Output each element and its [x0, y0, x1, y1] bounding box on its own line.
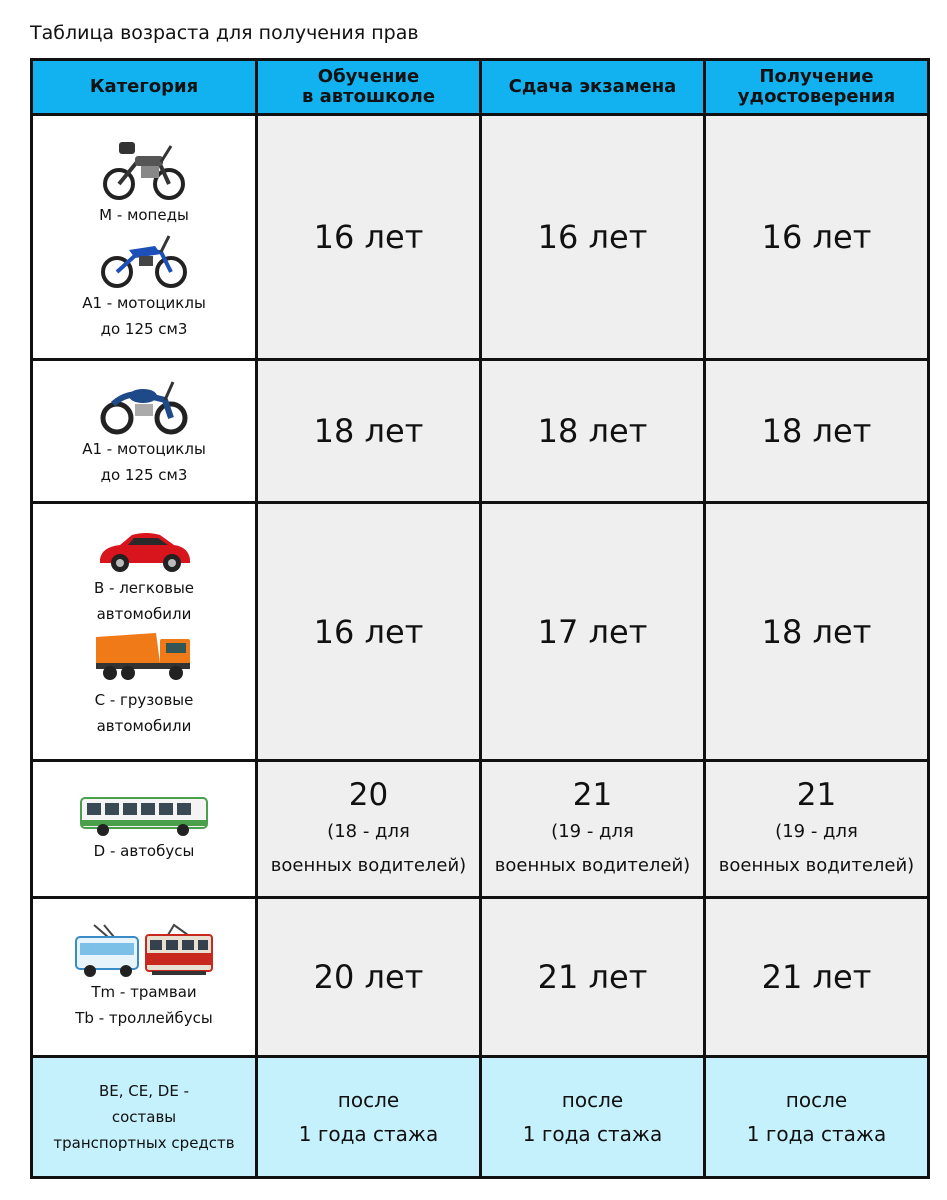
- category-label: до 125 см3: [100, 320, 188, 338]
- car-icon: [94, 525, 194, 575]
- truck-icon: [92, 627, 196, 687]
- motorcycle-icon: [99, 374, 189, 436]
- exam-age: после 1 года стажа: [481, 1057, 705, 1178]
- category-label: С - грузовые: [94, 690, 194, 709]
- training-age: 16 лет: [257, 115, 481, 360]
- license-age: после 1 года стажа: [705, 1057, 929, 1178]
- category-label: автомобили: [96, 604, 192, 623]
- category-label: А1 - мотоциклы: [82, 440, 206, 458]
- category-label: Tb - троллейбусы: [75, 1009, 213, 1027]
- category-label: М - мопеды: [99, 206, 189, 224]
- category-label: В - легковые: [93, 578, 195, 597]
- table-row: [32, 360, 929, 503]
- page-title: Таблица возраста для получения прав: [30, 22, 419, 44]
- header-exam: Сдача экзамена: [481, 60, 705, 115]
- license-age: 16 лет: [705, 115, 929, 360]
- training-age: 20 лет: [257, 898, 481, 1057]
- table-row: [32, 898, 929, 1057]
- training-age: 18 лет: [257, 360, 481, 503]
- header-training: Обучение в автошколе: [257, 60, 481, 115]
- category-label: D - автобусы: [93, 842, 195, 860]
- exam-age: 21 (19 - для военных водителей): [481, 761, 705, 898]
- table-header-row: [32, 60, 929, 115]
- age-table: [30, 58, 930, 1179]
- license-age: 21 (19 - для военных водителей): [705, 761, 929, 898]
- category-cell: [32, 1057, 257, 1178]
- bus-icon: [79, 794, 209, 838]
- exam-age: 17 лет: [481, 503, 705, 761]
- training-age: после 1 года стажа: [257, 1057, 481, 1178]
- exam-age: 18 лет: [481, 360, 705, 503]
- training-age: 16 лет: [257, 503, 481, 761]
- dirt-bike-icon: [99, 228, 189, 290]
- category-label: транспортных средств: [53, 1134, 235, 1152]
- exam-age: 16 лет: [481, 115, 705, 360]
- category-cell: [32, 503, 257, 761]
- license-age: 18 лет: [705, 503, 929, 761]
- table-row: [32, 503, 929, 761]
- category-label: BE, CE, DE -: [99, 1082, 189, 1100]
- table-row: [32, 761, 929, 898]
- license-age: 18 лет: [705, 360, 929, 503]
- moped-icon: [99, 132, 189, 202]
- category-cell: [32, 898, 257, 1057]
- license-age: 21 лет: [705, 898, 929, 1057]
- category-cell: [32, 115, 257, 360]
- table-row: [32, 1057, 929, 1178]
- category-label: составы: [111, 1108, 177, 1126]
- category-label: А1 - мотоциклы: [82, 294, 206, 312]
- category-label: Tm - трамваи: [91, 983, 197, 1001]
- tram-icon: [144, 923, 214, 979]
- training-age: 20 (18 - для военных водителей): [257, 761, 481, 898]
- header-category: Категория: [32, 60, 257, 115]
- category-label: автомобили: [96, 716, 192, 735]
- category-label: до 125 см3: [100, 466, 188, 484]
- table-row: [32, 115, 929, 360]
- category-cell: [32, 360, 257, 503]
- header-license: Получение удостоверения: [705, 60, 929, 115]
- category-cell: [32, 761, 257, 898]
- exam-age: 21 лет: [481, 898, 705, 1057]
- trolleybus-icon: [74, 923, 140, 979]
